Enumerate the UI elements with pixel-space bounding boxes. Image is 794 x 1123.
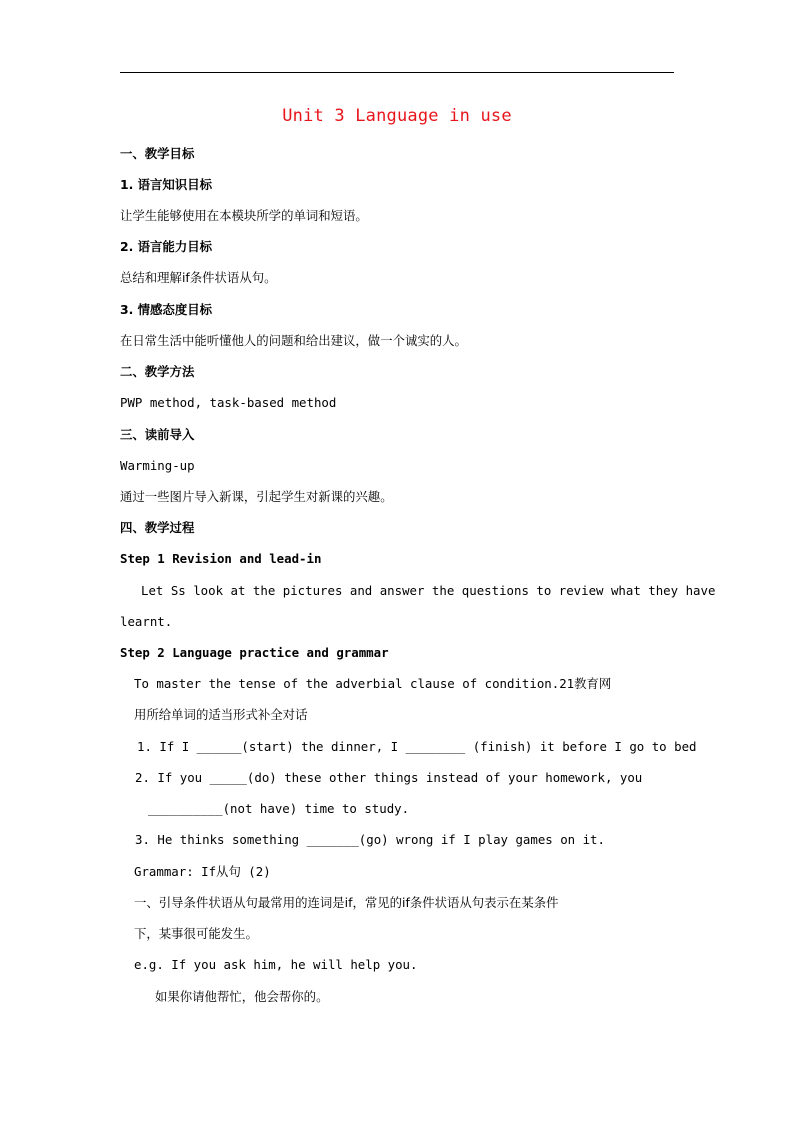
- step-2-objective: To master the tense of the adverbial clause of condition.21教育网: [134, 676, 612, 691]
- section-heading-process: 四、教学过程: [120, 520, 195, 535]
- grammar-heading: Grammar: If从句 (2): [134, 864, 271, 879]
- step-2-heading: Step 2 Language practice and grammar: [120, 645, 389, 660]
- section-heading-objectives: 一、教学目标: [120, 146, 195, 161]
- grammar-point-1: 一、引导条件状语从句最常用的连词是if，常见的if条件状语从句表示在某条件: [134, 895, 559, 910]
- document-title: Unit 3 Language in use: [282, 106, 512, 126]
- subheading-attitude: 3. 情感态度目标: [120, 302, 212, 317]
- grammar-example: e.g. If you ask him, he will help you.: [134, 957, 418, 972]
- subheading-ability: 2. 语言能力目标: [120, 239, 212, 254]
- section-heading-lead-in: 三、读前导入: [120, 427, 195, 442]
- section-heading-methods: 二、教学方法: [120, 364, 195, 379]
- paragraph-knowledge: 让学生能够使用在本模块所学的单词和短语。: [120, 208, 368, 223]
- grammar-example-translation: 如果你请他帮忙，他会帮你的。: [155, 989, 329, 1004]
- subheading-knowledge: 1. 语言知识目标: [120, 177, 212, 192]
- paragraph-warming-up: Warming-up: [120, 458, 195, 473]
- step-1-paragraph: Let Ss look at the pictures and answer the questions to review what they have: [141, 583, 716, 598]
- exercise-instruction: 用所给单词的适当形式补全对话: [134, 707, 308, 722]
- exercise-item-2: 2. If you _____(do) these other things instead of your homework, you: [135, 770, 643, 785]
- paragraph-attitude: 在日常生活中能听懂他人的问题和给出建议，做一个诚实的人。: [120, 333, 467, 348]
- exercise-item-3: 3. He thinks something _______(go) wrong if I play games on it.: [135, 832, 605, 847]
- exercise-item-2-continued: __________(not have) time to study.: [148, 801, 410, 816]
- step-1-heading: Step 1 Revision and lead-in: [120, 551, 322, 566]
- paragraph-methods: PWP method, task-based method: [120, 395, 337, 410]
- exercise-item-1: 1. If I ______(start) the dinner, I ________ (finish) it before I go to bed: [137, 739, 697, 754]
- header-rule: [120, 72, 674, 73]
- paragraph-ability: 总结和理解if条件状语从句。: [120, 270, 277, 285]
- grammar-point-1-continued: 下，某事很可能发生。: [134, 926, 258, 941]
- paragraph-lead-in: 通过一些图片导入新课，引起学生对新课的兴趣。: [120, 489, 393, 504]
- step-1-paragraph-continued: learnt.: [120, 614, 173, 629]
